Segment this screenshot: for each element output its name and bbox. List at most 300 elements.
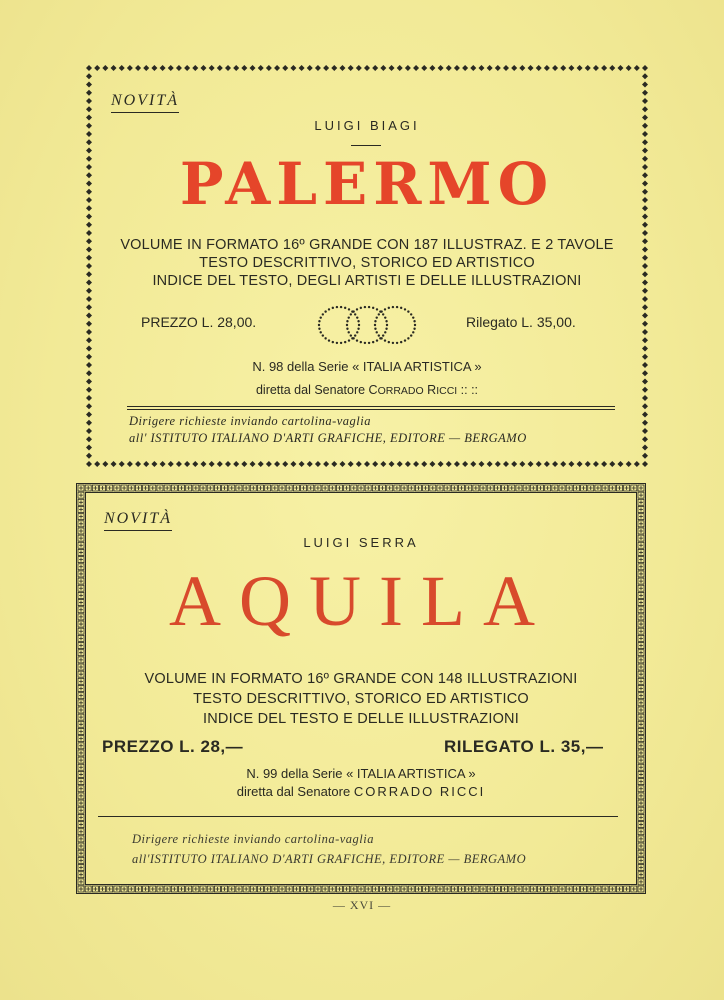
border-cross-box [214,485,220,491]
border-diamond [86,73,92,79]
border-cross-box [171,886,177,892]
border-cross-box [566,485,572,491]
border-cross-box [602,485,608,491]
border-cross-box [150,886,156,892]
border-diamond [151,461,157,467]
border-diamond [339,461,345,467]
border-diamond [143,65,149,71]
border-diamond [86,296,92,302]
border-diamond [356,461,362,467]
border-cross-box [638,521,644,527]
border-cross-box [408,485,414,491]
description-line: INDICE DEL TESTO E DELLE ILLUSTRAZIONI [203,711,519,727]
border-cross-box [193,886,199,892]
border-cross-box [559,886,565,892]
border-diamond [642,313,648,319]
border-cross-box [581,886,587,892]
border-diamond [86,403,92,409]
border-cross-box [638,528,644,534]
description-line: TESTO DESCRITTIVO, STORICO ED ARTISTICO [199,255,535,271]
border-diamond [307,461,313,467]
border-cross-box [423,485,429,491]
border-cross-box [638,485,644,491]
border-diamond [225,65,231,71]
border-cross-box [78,872,84,878]
border-diamond [258,65,264,71]
border-diamond [86,139,92,145]
border-diamond [601,461,607,467]
border-diamond [94,65,100,71]
border-cross-box [92,886,98,892]
border-cross-box [573,886,579,892]
border-diamond [560,65,566,71]
description-line: INDICE DEL TESTO, DEGLI ARTISTI E DELLE ILLUSTRAZIONI [152,273,582,289]
border-diamond [389,65,395,71]
border-diamond [544,65,550,71]
border-cross-box [236,886,242,892]
border-diamond [86,90,92,96]
border-cross-box [638,499,644,505]
border-diamond [642,453,648,459]
divider [98,816,618,817]
border-diamond [86,420,92,426]
border-cross-box [78,800,84,806]
border-cross-box [157,886,163,892]
border-cross-box [293,886,299,892]
border-cross-box [638,886,644,892]
border-diamond [585,461,591,467]
border-diamond [315,461,321,467]
border-diamond [438,65,444,71]
page-number: — XVI — [332,898,392,912]
contact-line: Dirigere richieste inviando cartolina-vaglia [132,832,374,846]
book-description [83,236,651,290]
border-cross-box [530,485,536,491]
border-diamond [160,461,166,467]
border-diamond [593,65,599,71]
border-diamond [86,428,92,434]
border-cross-box [530,886,536,892]
border-diamond [642,106,648,112]
border-cross-box [487,485,493,491]
border-cross-box [243,886,249,892]
border-diamond [454,461,460,467]
border-diamond [290,461,296,467]
border-diamond [86,453,92,459]
border-diamond [86,304,92,310]
border-diamond [487,461,493,467]
border-cross-box [624,485,630,491]
border-cross-box [78,743,84,749]
border-cross-box [588,886,594,892]
border-cross-box [279,886,285,892]
border-cross-box [222,485,228,491]
border-diamond [299,65,305,71]
border-cross-box [179,886,185,892]
border-diamond [397,461,403,467]
border-diamond [634,461,640,467]
border-cross-box [616,485,622,491]
border-diamond [364,65,370,71]
border-cross-box [437,886,443,892]
border-cross-box [179,485,185,491]
border-diamond [528,461,534,467]
border-diamond [609,461,615,467]
border-cross-box [387,886,393,892]
border-cross-box [509,485,515,491]
border-cross-box [114,886,120,892]
border-cross-box [293,485,299,491]
director-line: diretta dal Senatore CORRADO RICCI :: :: [255,383,479,397]
border-diamond [225,461,231,467]
border-cross-box [372,886,378,892]
border-cross-box [394,485,400,491]
series-line: N. 99 della Serie « ITALIA ARTISTICA » [246,766,476,781]
border-diamond [119,65,125,71]
border-cross-box [444,886,450,892]
border-cross-box [128,485,134,491]
border-diamond [429,461,435,467]
border-diamond [511,65,517,71]
border-cross-box [301,886,307,892]
border-cross-box [78,506,84,512]
border-diamond [200,65,206,71]
border-cross-box [387,485,393,491]
border-cross-box [286,485,292,491]
border-cross-box [92,485,98,491]
border-cross-box [200,485,206,491]
border-diamond [86,98,92,104]
border-cross-box [214,886,220,892]
border-cross-box [487,886,493,892]
border-cross-box [222,886,228,892]
border-diamond [503,65,509,71]
border-diamond [217,65,223,71]
border-cross-box [581,485,587,491]
border-cross-box [380,886,386,892]
border-diamond [86,82,92,88]
border-diamond [119,461,125,467]
border-diamond [446,65,452,71]
border-diamond [421,65,427,71]
border-cross-box [301,485,307,491]
border-diamond [642,346,648,352]
border-cross-box [638,736,644,742]
border-cross-box [595,485,601,491]
border-cross-box [631,485,637,491]
border-diamond [331,65,337,71]
publisher-line: all'ISTITUTO ITALIANO D'ARTI GRAFICHE, EDITORE — BERGAMO [132,852,527,866]
author-name: LUIGI BIAGI [314,118,420,133]
border-diamond [470,65,476,71]
border-diamond [233,65,239,71]
border-diamond [642,337,648,343]
border-cross-box [415,886,421,892]
border-cross-box [186,886,192,892]
border-cross-box [466,886,472,892]
border-diamond [617,65,623,71]
border-cross-box [631,886,637,892]
border-diamond [577,65,583,71]
border-cross-box [107,485,113,491]
border-cross-box [150,485,156,491]
border-cross-box [638,857,644,863]
border-cross-box [78,814,84,820]
border-cross-box [78,499,84,505]
border-cross-box [523,886,529,892]
border-cross-box [523,485,529,491]
border-cross-box [250,886,256,892]
border-diamond [552,461,558,467]
border-cross-box [502,886,508,892]
border-diamond [495,65,501,71]
border-cross-box [157,485,163,491]
border-cross-box [609,485,615,491]
border-cross-box [78,850,84,856]
border-cross-box [638,514,644,520]
border-diamond [528,65,534,71]
border-cross-box [365,886,371,892]
border-diamond [364,461,370,467]
border-diamond [568,65,574,71]
contact-line: Dirigere richieste inviando cartolina-vaglia [129,414,371,428]
border-cross-box [78,736,84,742]
border-diamond [642,304,648,310]
border-cross-box [502,485,508,491]
border-cross-box [566,886,572,892]
interlaced-loops-ornament-icon [311,300,423,350]
border-diamond [331,461,337,467]
border-cross-box [638,807,644,813]
divider [127,409,615,410]
novita-badge: NOVITÀ [104,510,172,528]
border-cross-box [207,485,213,491]
border-cross-box [624,886,630,892]
border-diamond [536,461,542,467]
price: PREZZO L. 28,— [102,737,244,756]
border-diamond [348,461,354,467]
author-name: LUIGI SERRA [303,535,419,550]
border-diamond [642,403,648,409]
border-cross-box [444,485,450,491]
border-cross-box [638,557,644,563]
border-diamond [86,337,92,343]
border-cross-box [78,485,84,491]
border-cross-box [638,872,644,878]
border-cross-box [336,886,342,892]
border-diamond [143,461,149,467]
border-diamond [111,461,117,467]
border-cross-box [78,807,84,813]
border-diamond [642,445,648,451]
border-cross-box [78,836,84,842]
border-diamond [168,461,174,467]
border-cross-box [595,886,601,892]
border-cross-box [135,485,141,491]
border-cross-box [509,886,515,892]
border-cross-box [85,886,91,892]
border-diamond [389,461,395,467]
border-diamond [127,65,133,71]
border-diamond [421,461,427,467]
description-line: VOLUME IN FORMATO 16º GRANDE CON 148 ILLUSTRAZIONI [144,671,578,687]
border-cross-box [308,886,314,892]
border-diamond [233,461,239,467]
border-diamond [86,321,92,327]
border-cross-box [329,485,335,491]
director-line: diretta dal Senatore CORRADO RICCI [236,784,486,799]
publisher-line: all' ISTITUTO ITALIANO D'ARTI GRAFICHE, EDITORE — BERGAMO [129,431,527,445]
border-cross-box [121,485,127,491]
border-diamond [642,329,648,335]
border-cross-box [200,886,206,892]
border-diamond [478,65,484,71]
border-cross-box [329,886,335,892]
border-cross-box [451,886,457,892]
price: PREZZO L. 28,00. [141,314,257,330]
border-cross-box [78,650,84,656]
border-diamond [250,461,256,467]
border-cross-box [573,485,579,491]
border-diamond [642,98,648,104]
border-cross-box [638,728,644,734]
border-cross-box [380,485,386,491]
border-cross-box [638,750,644,756]
border-cross-box [494,886,500,892]
border-diamond [274,461,280,467]
border-diamond [307,65,313,71]
border-diamond [135,461,141,467]
border-diamond [111,65,117,71]
border-cross-box [358,886,364,892]
border-cross-box [315,886,321,892]
border-diamond [266,65,272,71]
border-diamond [478,461,484,467]
border-cross-box [552,886,558,892]
border-diamond [323,461,329,467]
border-cross-box [143,886,149,892]
border-cross-box [272,485,278,491]
border-diamond [192,461,198,467]
border-diamond [405,65,411,71]
border-cross-box [279,485,285,491]
border-cross-box [638,829,644,835]
border-diamond [176,461,182,467]
border-diamond [642,321,648,327]
border-diamond [544,461,550,467]
border-diamond [290,65,296,71]
bound-price: RILEGATO L. 35,— [444,737,604,756]
border-cross-box [638,850,644,856]
border-diamond [568,461,574,467]
series-line: N. 98 della Serie « ITALIA ARTISTICA » [252,359,482,374]
border-cross-box [638,643,644,649]
border-cross-box [250,485,256,491]
border-cross-box [265,485,271,491]
border-diamond [609,65,615,71]
border-cross-box [78,865,84,871]
border-diamond [192,65,198,71]
border-cross-box [459,485,465,491]
border-cross-box [609,886,615,892]
border-diamond [299,461,305,467]
border-cross-box [229,485,235,491]
border-diamond [380,65,386,71]
border-cross-box [143,485,149,491]
border-diamond [429,65,435,71]
border-diamond [601,65,607,71]
border-diamond [282,461,288,467]
border-cross-box [537,886,543,892]
border-cross-box [602,886,608,892]
border-diamond [217,461,223,467]
border-cross-box [423,886,429,892]
border-diamond [241,65,247,71]
border-cross-box [430,886,436,892]
border-cross-box [257,485,263,491]
border-diamond [413,65,419,71]
border-cross-box [351,485,357,491]
border-cross-box [107,886,113,892]
border-cross-box [265,886,271,892]
border-cross-box [638,657,644,663]
border-cross-box [552,485,558,491]
border-diamond [200,461,206,467]
border-cross-box [308,485,314,491]
border-diamond [446,461,452,467]
border-cross-box [537,485,543,491]
border-cross-box [85,485,91,491]
border-cross-box [638,506,644,512]
border-diamond [642,139,648,145]
border-cross-box [193,485,199,491]
border-diamond [127,461,133,467]
border-diamond [86,313,92,319]
border-diamond [642,461,648,467]
border-cross-box [164,886,170,892]
border-cross-box [128,886,134,892]
border-cross-box [365,485,371,491]
border-cross-box [408,886,414,892]
border-cross-box [100,886,106,892]
border-diamond [86,106,92,112]
border-diamond [86,445,92,451]
border-cross-box [78,750,84,756]
border-diamond [160,65,166,71]
border-cross-box [480,886,486,892]
border-diamond [642,412,648,418]
border-cross-box [638,836,644,842]
border-cross-box [466,485,472,491]
border-diamond [560,461,566,467]
border-cross-box [286,886,292,892]
border-cross-box [164,485,170,491]
border-diamond [519,65,525,71]
border-diamond [86,329,92,335]
border-cross-box [336,485,342,491]
description-line: TESTO DESCRITTIVO, STORICO ED ARTISTICO [193,691,529,707]
border-diamond [86,461,92,467]
advertisement-aquila [76,483,646,894]
author-rule [351,145,381,146]
border-diamond [86,436,92,442]
border-cross-box [78,492,84,498]
border-cross-box [638,865,644,871]
border-diamond [168,65,174,71]
border-cross-box [78,822,84,828]
border-cross-box [78,757,84,763]
border-cross-box [437,485,443,491]
